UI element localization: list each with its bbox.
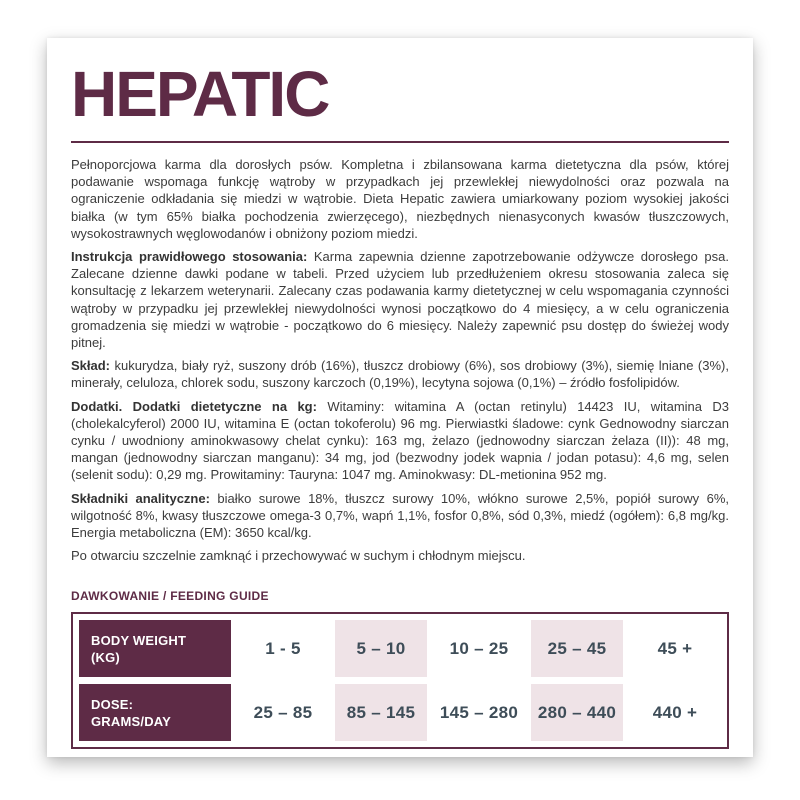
row-header-line2: (KG) <box>91 649 120 665</box>
row-header-line1: DOSE: <box>91 696 134 712</box>
dose-cell: 280 – 440 <box>531 684 623 741</box>
dose-cell: 85 – 145 <box>335 684 427 741</box>
paragraph-lead: Dodatki. Dodatki dietetyczne na kg: <box>71 398 317 414</box>
table-row-body-weight <box>79 620 721 677</box>
paragraph-text: Po otwarciu szczelnie zamknąć i przechowywać w suchym i chłodnym miejscu. <box>71 548 526 564</box>
row-header-dose <box>79 684 231 741</box>
paragraph-additives <box>71 398 729 484</box>
weight-cell: 1 - 5 <box>265 638 301 658</box>
dose-cell: 25 – 85 <box>253 702 313 722</box>
feeding-guide-heading: DAWKOWANIE / FEEDING GUIDE <box>71 589 269 603</box>
paragraph-lead: Instrukcja prawidłowego stosowania: <box>71 249 308 265</box>
weight-cell: 5 – 10 <box>335 620 427 677</box>
row-header-body-weight <box>79 620 231 677</box>
paragraph-text: kukurydza, biały ryż, suszony drób (16%), tłuszcz drobiowy (6%), sos drobiowy (3%), siemię lniane (3%), minerały, celuloza, chlorek sodu, suszony karczoch (0,19%), lecytyna sojowa (0,1%) – źródło fosfolipidów. <box>71 358 729 391</box>
weight-cell: 10 – 25 <box>449 638 509 658</box>
paragraph-composition <box>71 357 729 391</box>
paragraph-intro <box>71 156 729 242</box>
paragraph-storage <box>71 547 729 564</box>
weight-cell: 45 + <box>657 638 693 658</box>
table-row-dose <box>79 684 721 741</box>
paragraph-text: białko surowe 18%, tłuszcz surowy 10%, włókno surowe 2,5%, popiół surowy 6%, wilgotność 8%, kwasy tłuszczowe omega-3 0,7%, wapń 1,1%, fosfor 0,8%, sód 0,3%, miedź (ogółem): 6,8 mg/kg. Energia metaboliczna (EM): 3650 kcal/kg. <box>71 490 729 541</box>
paragraph-text: Pełnoporcjowa karma dla dorosłych psów. Kompletna i zbilansowana karma dietetyczna dla psów, której podawanie wspomaga funkcję wątroby w przypadkach jej przewlekłej niewydolności oraz pozwala na ograniczenie odkładania się miedzi w wątrobie. Dieta Hepatic zawiera umiarkowany poziom wysokiej jakości białka (w tym 65% białka pochodzenia zwierzęcego), niezbędnych nienasyconych kwasów tłuszczowych, wysokostrawnych węglowodanów i obniżony poziom miedzi. <box>71 157 729 241</box>
title-underline <box>71 141 729 143</box>
feeding-guide-section <box>71 589 729 749</box>
feeding-guide-table <box>71 612 729 749</box>
dose-cell: 145 – 280 <box>439 702 519 722</box>
paragraph-lead: Składniki analityczne: <box>71 490 210 506</box>
weight-cell: 25 – 45 <box>531 620 623 677</box>
row-header-line2: GRAMS/DAY <box>91 713 172 729</box>
dose-cell: 440 + <box>652 702 698 722</box>
paragraph-text: Karma zapewnia dzienne zapotrzebowanie odżywcze dorosłego psa. Zalecane dzienne dawki podane w tabeli. Przed użyciem lub przedłużeniem okresu stosowania zaleca się konsultację z lekarzem weterynarii. Zalecany czas podawania karmy dietetycznej w celu wspomagania czynności wątroby w przypadku jej przewlekłej niewydolności wynosi początkowo do 4 miesięcy, a w celu ograniczenia gromadzenia się miedzi w wątrobie - początkowo do 6 miesięcy. Należy zapewnić psu dostęp do świeżej wody pitnej. <box>71 249 729 351</box>
description-block <box>71 156 729 570</box>
label-card <box>47 38 753 757</box>
row-header-line1: BODY WEIGHT <box>91 632 187 648</box>
paragraph-lead: Skład: <box>71 358 111 374</box>
paragraph-text: Witaminy: witamina A (octan retinylu) 14423 IU, witamina D3 (cholekalcyferol) 2000 IU, witamina E (octan tokoferolu) 96 mg. Pierwiastki śladowe: cynk Gednowodny siarczan cynku / uwodniony aminokwasowy chelat cynku): 163 mg, żelazo (jednowodny siarczan żelaza (II)): 48 mg, mangan (jednowodny siarczan manganu): 34 mg, jod (bezwodny jodek wapnia / jodan potasu): 4,6 mg, selen (selenit sodu): 0,29 mg. Prowitaminy: Tauryna: 1047 mg. Aminokwasy: DL-metionina 952 mg. <box>71 398 730 483</box>
paragraph-usage-instructions <box>71 248 729 351</box>
product-title: HEPATIC <box>71 58 329 130</box>
paragraph-analytical-constituents <box>71 490 729 542</box>
